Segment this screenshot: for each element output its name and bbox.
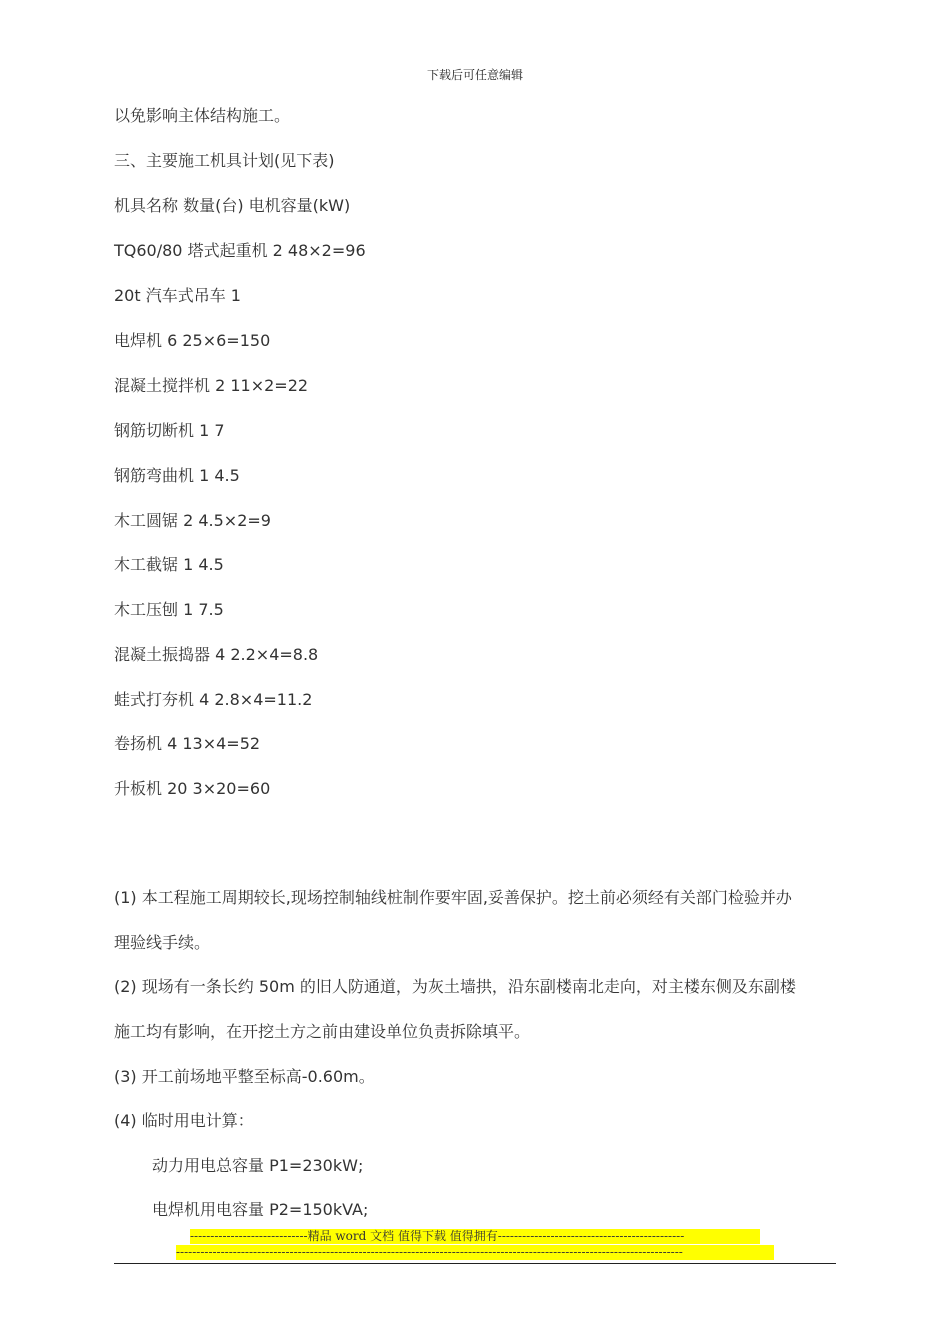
section-heading: 三、主要施工机具计划(见下表) xyxy=(114,151,335,170)
footer-banner-dashes: ----------------------------------------------------------------------------------------------------------------------------- xyxy=(176,1245,774,1260)
note-line: (4) 临时用电计算： xyxy=(114,1111,254,1130)
footer-banner: -----------------------------精品 word 文档 值得下载 值得拥有---------------------------------------------- xyxy=(190,1229,760,1244)
equipment-row: 混凝土振捣器 4 2.2×4=8.8 xyxy=(114,645,319,664)
equipment-row: 木工圆锯 2 4.5×2=9 xyxy=(114,511,271,530)
equipment-row: 混凝土搅拌机 2 11×2=22 xyxy=(114,376,309,395)
equipment-row: 20t 汽车式吊车 1 xyxy=(114,286,241,305)
equipment-row: 钢筋切断机 1 7 xyxy=(114,421,225,440)
equipment-row: 电焊机 6 25×6=150 xyxy=(114,331,271,350)
note-line: (2) 现场有一条长约 50m 的旧人防通道，为灰土墙拱，沿东副楼南北走向，对主楼东侧及东副楼 xyxy=(114,977,796,996)
table-header: 机具名称 数量(台) 电机容量(kW) xyxy=(114,196,351,215)
header-note: 下载后可任意编辑 xyxy=(426,68,523,82)
equipment-row: TQ60/80 塔式起重机 2 48×2=96 xyxy=(114,241,366,260)
body-line: 以免影响主体结构施工。 xyxy=(114,106,291,125)
footer-rule xyxy=(114,1263,836,1264)
note-line: (3) 开工前场地平整至标高-0.60m。 xyxy=(114,1067,375,1086)
equipment-row: 升板机 20 3×20=60 xyxy=(114,779,271,798)
indented-line: 动力用电总容量 P1=230kW; xyxy=(152,1156,364,1175)
equipment-row: 钢筋弯曲机 1 4.5 xyxy=(114,466,240,485)
note-line: 理验线手续。 xyxy=(114,933,211,952)
note-line: (1) 本工程施工周期较长,现场控制轴线桩制作要牢固,妥善保护。挖土前必须经有关部门检验并办 xyxy=(114,888,792,907)
equipment-row: 卷扬机 4 13×4=52 xyxy=(114,734,261,753)
equipment-row: 木工压刨 1 7.5 xyxy=(114,600,224,619)
equipment-row: 木工截锯 1 4.5 xyxy=(114,555,224,574)
note-line: 施工均有影响，在开挖土方之前由建设单位负责拆除填平。 xyxy=(114,1022,531,1041)
indented-line: 电焊机用电容量 P2=150kVA; xyxy=(152,1200,369,1219)
equipment-row: 蛙式打夯机 4 2.8×4=11.2 xyxy=(114,690,313,709)
